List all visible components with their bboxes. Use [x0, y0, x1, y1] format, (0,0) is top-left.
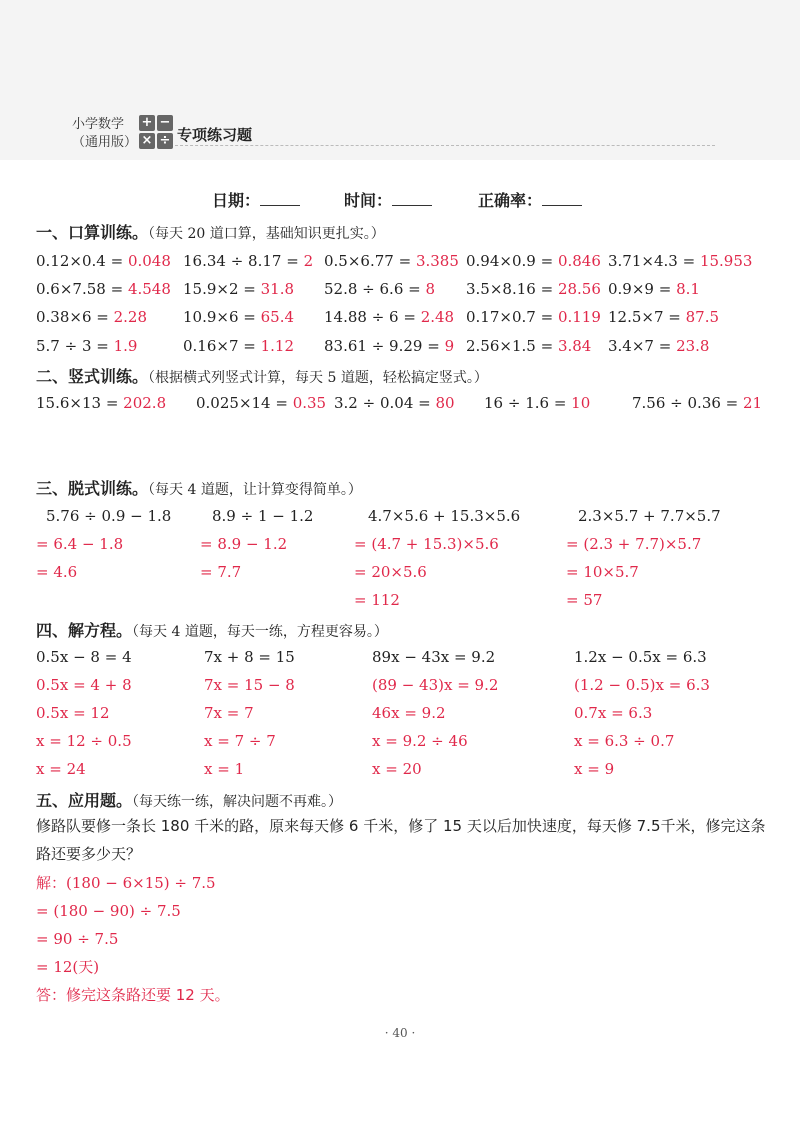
oral-item: 0.12×0.4 = 0.048 — [36, 252, 171, 270]
expr-step: = 10×5.7 — [566, 563, 639, 581]
subject-title: 专项练习题 — [177, 126, 253, 144]
answer: 202.8 — [123, 394, 167, 412]
answer: 8.1 — [676, 280, 700, 298]
oral-item: 16.34 ÷ 8.17 = 2 — [183, 252, 314, 270]
oral-item: 2.56×1.5 = 3.84 — [466, 337, 592, 355]
answer: 87.5 — [685, 308, 720, 326]
answer: 9 — [444, 337, 455, 355]
equation-step: x = 24 — [36, 760, 86, 778]
equation-step: x = 9.2 ÷ 46 — [372, 732, 468, 750]
plus-icon: + — [139, 115, 155, 131]
answer: 3.84 — [557, 337, 592, 355]
answer: 21 — [743, 394, 763, 412]
equation-question: 0.5x − 8 = 4 — [36, 648, 132, 666]
brand-line-1: 小学数学 — [72, 117, 125, 132]
answer: 31.8 — [260, 280, 295, 298]
answer: 4.548 — [127, 280, 171, 298]
oral-item: 15.9×2 = 31.8 — [183, 280, 295, 298]
oral-row — [36, 304, 776, 330]
accuracy-label: 正确率： — [478, 191, 543, 210]
answer: 80 — [435, 394, 455, 412]
answer: 1.12 — [260, 337, 295, 355]
equation-step: x = 12 ÷ 0.5 — [36, 732, 132, 750]
times-icon: × — [139, 133, 155, 149]
section-2-title: 二、竖式训练。 — [36, 367, 149, 386]
vertical-item: 0.025×14 = 0.35 — [196, 394, 327, 412]
operators-logo — [139, 115, 173, 149]
oral-item: 52.8 ÷ 6.6 = 8 — [324, 280, 436, 298]
equation-step: 7x = 7 — [204, 704, 254, 722]
section-4-title: 四、解方程。 — [36, 621, 133, 640]
section-4-heading — [36, 618, 388, 641]
answer: 3.385 — [415, 252, 459, 270]
expr-step: = 7.7 — [200, 563, 242, 581]
oral-item: 12.5×7 = 87.5 — [608, 308, 720, 326]
expr-question: 2.3×5.7 + 7.7×5.7 — [578, 507, 721, 525]
expr-step: = 8.9 − 1.2 — [200, 535, 288, 553]
vertical-row — [36, 390, 776, 416]
section-3-title: 三、脱式训练。 — [36, 479, 149, 498]
oral-row — [36, 276, 776, 302]
answer: 23.8 — [676, 337, 710, 355]
answer: 0.846 — [557, 252, 601, 270]
answer: 0.119 — [557, 308, 601, 326]
expr-step: = (4.7 + 15.3)×5.6 — [354, 535, 499, 553]
time-field — [344, 188, 432, 211]
oral-item: 3.71×4.3 = 15.953 — [608, 252, 753, 270]
answer: 15.953 — [699, 252, 753, 270]
vertical-item: 15.6×13 = 202.8 — [36, 394, 167, 412]
expr-question: 8.9 ÷ 1 − 1.2 — [212, 507, 314, 525]
accuracy-blank[interactable] — [542, 191, 582, 206]
solution-step: 解：(180 − 6×15) ÷ 7.5 — [36, 874, 216, 892]
section-2-heading — [36, 364, 488, 387]
oral-item: 10.9×6 = 65.4 — [183, 308, 295, 326]
answer: 2.28 — [113, 308, 148, 326]
oral-item: 3.5×8.16 = 28.56 — [466, 280, 601, 298]
oral-item: 0.38×6 = 2.28 — [36, 308, 148, 326]
equation-step: 0.5x = 4 + 8 — [36, 676, 132, 694]
vertical-item: 7.56 ÷ 0.36 = 21 — [632, 394, 763, 412]
vertical-item: 16 ÷ 1.6 = 10 — [484, 394, 591, 412]
vertical-item: 3.2 ÷ 0.04 = 80 — [334, 394, 455, 412]
word-problem-text: 修路队要修一条长 180 千米的路，原来每天修 6 千米，修了 15 天以后加快速度，每天修 7.5千米，修完这条路还要多少天？ — [36, 817, 766, 863]
oral-item: 0.6×7.58 = 4.548 — [36, 280, 171, 298]
solution-step: = 90 ÷ 7.5 — [36, 930, 119, 948]
section-5-title: 五、应用题。 — [36, 791, 133, 810]
divide-icon: ÷ — [157, 133, 173, 149]
oral-item: 83.61 ÷ 9.29 = 9 — [324, 337, 455, 355]
section-1-heading — [36, 220, 385, 243]
time-label: 时间： — [344, 191, 393, 210]
date-field — [212, 188, 300, 211]
answer: 2.48 — [420, 308, 455, 326]
oral-item: 3.4×7 = 23.8 — [608, 337, 710, 355]
equation-step: 7x = 15 − 8 — [204, 676, 295, 694]
oral-item: 0.17×0.7 = 0.119 — [466, 308, 601, 326]
oral-item: 5.7 ÷ 3 = 1.9 — [36, 337, 138, 355]
header-divider — [175, 145, 715, 146]
oral-item: 0.5×6.77 = 3.385 — [324, 252, 459, 270]
equation-step: x = 1 — [204, 760, 245, 778]
answer: 0.048 — [127, 252, 171, 270]
oral-item: 0.16×7 = 1.12 — [183, 337, 295, 355]
answer: 0.35 — [292, 394, 327, 412]
oral-row — [36, 248, 776, 274]
solution-step: = (180 − 90) ÷ 7.5 — [36, 902, 181, 920]
expr-step: = 20×5.6 — [354, 563, 427, 581]
date-label: 日期： — [212, 191, 261, 210]
answer: 2 — [303, 252, 314, 270]
section-4-note: （每天 4 道题，每天一练，方程更容易。） — [132, 624, 388, 640]
expr-step: = 57 — [566, 591, 603, 609]
section-5-heading — [36, 788, 342, 811]
answer: 65.4 — [260, 308, 295, 326]
equation-step: 0.5x = 12 — [36, 704, 110, 722]
page-number: · 40 · — [384, 1026, 416, 1040]
answer: 28.56 — [557, 280, 601, 298]
section-5-note: （每天练一练，解决问题不再难。） — [132, 794, 343, 810]
oral-item: 14.88 ÷ 6 = 2.48 — [324, 308, 455, 326]
time-blank[interactable] — [392, 191, 432, 206]
section-1-note: （每天 20 道口算，基础知识更扎实。） — [148, 226, 385, 242]
section-3-heading — [36, 476, 362, 499]
solution-answer: 答：修完这条路还要 12 天。 — [36, 986, 230, 1004]
section-2-note: （根据横式列竖式计算，每天 5 道题，轻松搞定竖式。） — [148, 370, 488, 386]
answer: 10 — [571, 394, 591, 412]
section-1-title: 一、口算训练。 — [36, 223, 149, 242]
expr-question: 5.76 ÷ 0.9 − 1.8 — [46, 507, 172, 525]
equation-step: 0.7x = 6.3 — [574, 704, 653, 722]
equation-question: 1.2x − 0.5x = 6.3 — [574, 648, 707, 666]
expr-step: = 6.4 − 1.8 — [36, 535, 124, 553]
expr-step: = 4.6 — [36, 563, 78, 581]
equation-question: 89x − 43x = 9.2 — [372, 648, 496, 666]
equation-step: x = 7 ÷ 7 — [204, 732, 276, 750]
solution-step: = 12(天) — [36, 958, 100, 976]
book-brand — [72, 116, 137, 152]
answer: 1.9 — [113, 337, 138, 355]
equation-step: (89 − 43)x = 9.2 — [372, 676, 499, 694]
equation-step: (1.2 − 0.5)x = 6.3 — [574, 676, 710, 694]
oral-item: 0.94×0.9 = 0.846 — [466, 252, 601, 270]
expr-step: = (2.3 + 7.7)×5.7 — [566, 535, 702, 553]
minus-icon: − — [157, 115, 173, 131]
answer: 8 — [425, 280, 436, 298]
equation-step: 46x = 9.2 — [372, 704, 446, 722]
oral-row — [36, 333, 776, 359]
date-blank[interactable] — [260, 191, 300, 206]
oral-item: 0.9×9 = 8.1 — [608, 280, 700, 298]
accuracy-field — [478, 188, 582, 211]
equation-step: x = 9 — [574, 760, 615, 778]
expr-step: = 112 — [354, 591, 400, 609]
equation-step: x = 20 — [372, 760, 422, 778]
section-3-note: （每天 4 道题，让计算变得简单。） — [148, 482, 362, 498]
equation-step: x = 6.3 ÷ 0.7 — [574, 732, 675, 750]
expr-question: 4.7×5.6 + 15.3×5.6 — [368, 507, 521, 525]
brand-line-2: （通用版） — [72, 135, 138, 150]
equation-question: 7x + 8 = 15 — [204, 648, 295, 666]
